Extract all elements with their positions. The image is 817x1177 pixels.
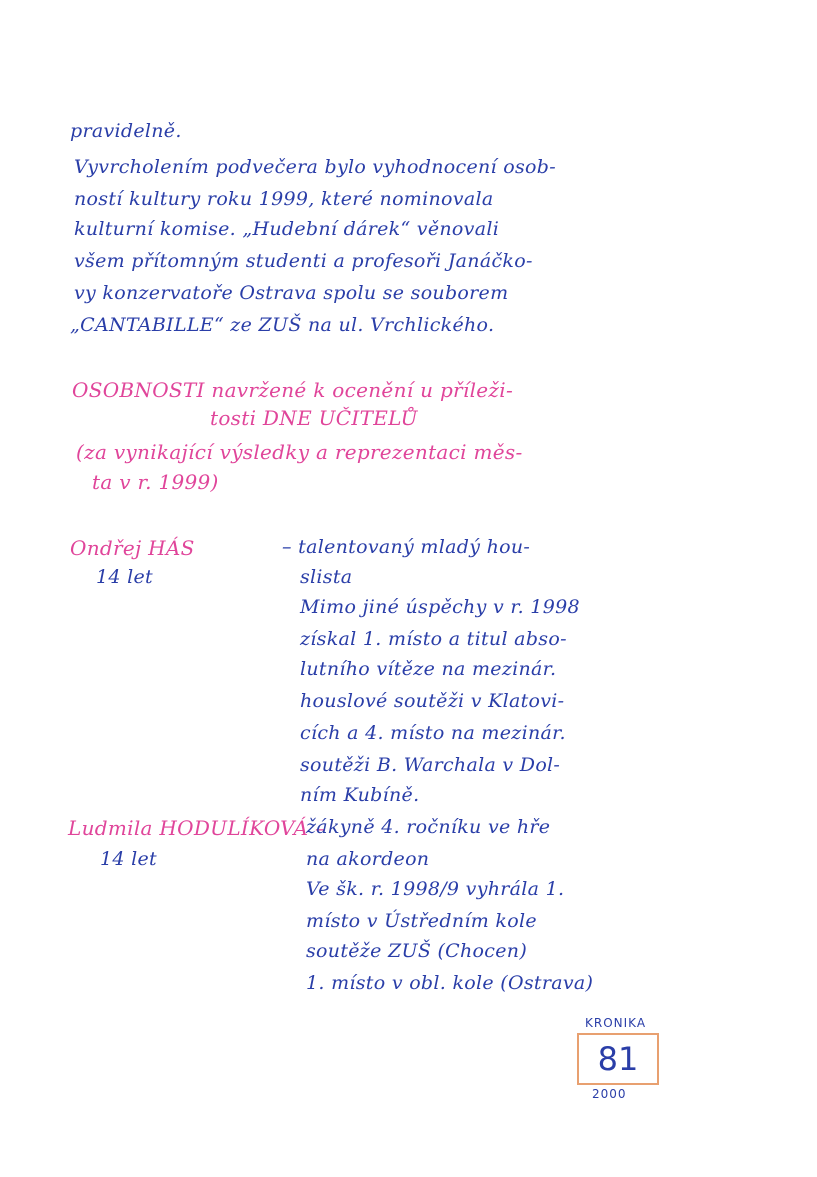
person-detail-line: Mimo jiné úspěchy v r. 1998 [300,596,580,618]
section-heading: OSOBNOSTI navržené k ocenění u příleži- [72,378,514,402]
person-detail-line: houslové soutěži v Klatovi- [300,690,565,712]
section-heading: tosti DNE UČITELŮ [210,406,418,430]
person-detail-line: na akordeon [306,848,430,870]
person-detail-line: žákyně 4. ročníku ve hře [306,816,551,838]
person-detail-line: 1. místo v obl. kole (Ostrava) [306,972,594,994]
section-subheading: ta v r. 1999) [92,470,219,494]
page-number: 81 [597,1040,639,1078]
stamp-label-bottom: 2000 [592,1087,627,1101]
person-detail-line: soutěže ZUŠ (Chocen) [306,940,528,962]
person-detail-line: získal 1. místo a titul abso- [300,628,567,650]
person-name: Ondřej HÁS [70,536,195,560]
person-detail-line: místo v Ústředním kole [306,910,537,932]
person-detail-line: soutěži B. Warchala v Dol- [300,754,561,776]
intro-line: Vyvrcholením podvečera bylo vyhodnocení osob- [74,156,556,178]
intro-line: vy konzervatoře Ostrava spolu se souborem [74,282,509,304]
person-age: 14 let [100,848,157,870]
section-subheading: (za vynikající výsledky a reprezentaci měs- [76,440,523,464]
intro-line: ností kultury roku 1999, které nominovala [74,188,494,210]
stamp-label-top: KRONIKA [585,1016,647,1030]
person-detail-line: lutního vítěze na mezinár. [300,658,557,680]
person-detail-line: ním Kubíně. [300,784,420,806]
person-detail-line: Ve šk. r. 1998/9 vyhrála 1. [306,878,565,900]
page-number-stamp [577,1033,659,1085]
intro-line: pravidelně. [70,120,182,142]
intro-line: všem přítomným studenti a profesoři Janáčko- [74,250,533,272]
person-age: 14 let [96,566,153,588]
person-name: Ludmila HODULÍKOVÁ – [68,816,326,840]
person-detail-line: slista [300,566,353,588]
person-detail-line: – talentovaný mladý hou- [282,536,531,558]
intro-line: kulturní komise. „Hudební dárek“ věnovali [74,218,500,240]
intro-line: „CANTABILLE“ ze ZUŠ na ul. Vrchlického. [70,314,495,336]
person-detail-line: cích a 4. místo na mezinár. [300,722,566,744]
